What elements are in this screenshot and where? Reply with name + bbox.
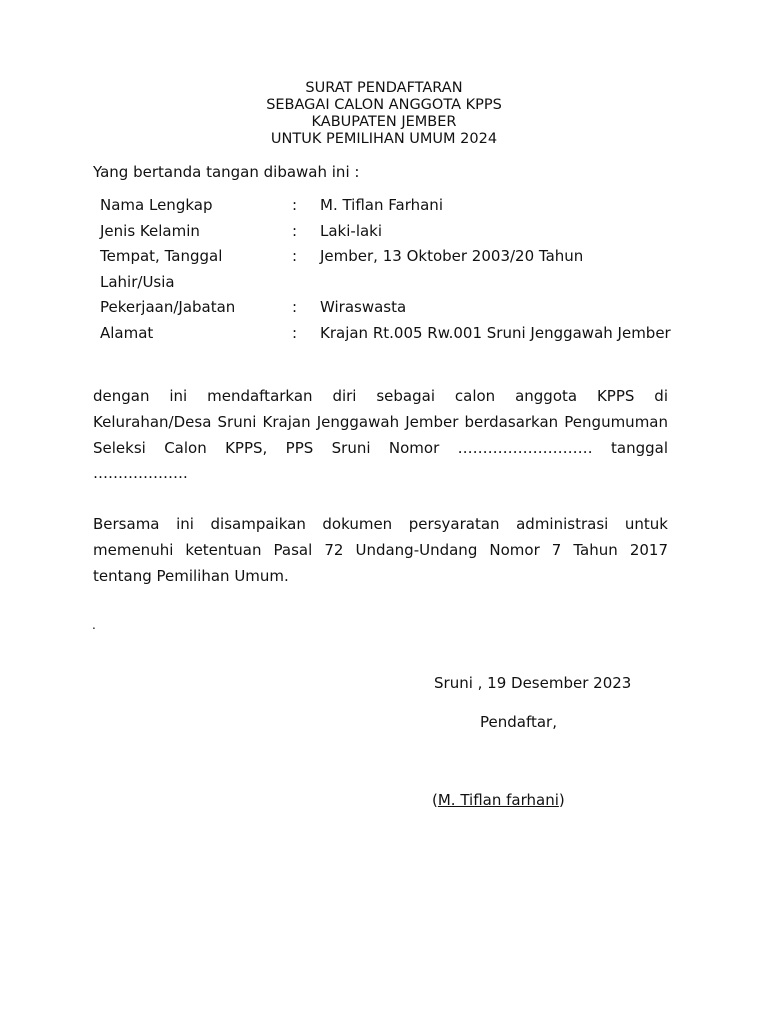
close-paren: ) xyxy=(558,791,565,809)
field-row-occupation xyxy=(100,295,700,321)
field-colon: : xyxy=(292,247,298,265)
applicant-fields xyxy=(100,193,700,346)
title-line-2: SEBAGAI CALON ANGGOTA KPPS xyxy=(266,97,502,113)
field-row-birth xyxy=(100,244,700,295)
field-value: Krajan Rt.005 Rw.001 Sruni Jenggawah Jember xyxy=(320,323,671,342)
field-colon: : xyxy=(292,196,298,214)
field-value: M. Tiflan Farhani xyxy=(320,196,443,214)
field-label: Alamat xyxy=(100,323,154,342)
field-value: Jember, 13 Oktober 2003/20 Tahun xyxy=(320,247,584,265)
letter-title xyxy=(0,80,768,148)
field-colon: : xyxy=(292,298,298,316)
field-label: Nama Lengkap xyxy=(100,196,213,214)
field-label: Tempat, Tanggal Lahir/Usia xyxy=(100,247,223,291)
intro-text: Yang bertanda tangan dibawah ini : xyxy=(93,163,360,181)
field-row-gender xyxy=(100,219,700,245)
open-paren: ( xyxy=(432,791,438,809)
field-colon: : xyxy=(292,221,298,240)
place-date: Sruni , 19 Desember 2023 xyxy=(434,674,632,692)
signer-name-block xyxy=(432,790,565,810)
field-value: Laki-laki xyxy=(320,221,383,240)
field-label: Pekerjaan/Jabatan xyxy=(100,298,236,316)
field-colon: : xyxy=(292,323,298,342)
field-value: Wiraswasta xyxy=(320,298,407,316)
documents-paragraph: Bersama ini disampaikan dokumen persyaratan administrasi untuk memenuhi ketentuan Pasal 72 Undang-Undang Nomor 7 Tahun 2017 tentang Pemilihan Umum. xyxy=(93,515,668,585)
title-line-1: SURAT PENDAFTARAN xyxy=(305,80,463,96)
field-label: Jenis Kelamin xyxy=(100,221,200,240)
registration-paragraph: dengan ini mendaftarkan diri sebagai calon anggota KPPS di Kelurahan/Desa Sruni Krajan Jenggawah Jember berdasarkan Pengumuman Seleksi Calon KPPS, PPS Sruni Nomor ……………………… tanggal ………………. xyxy=(93,387,668,483)
field-row-address xyxy=(100,321,700,347)
title-line-4: UNTUK PEMILIHAN UMUM 2024 xyxy=(270,131,498,147)
field-row-name xyxy=(100,193,700,219)
stray-mark: . xyxy=(92,618,96,632)
signer-role: Pendaftar, xyxy=(480,713,557,731)
signer-name: M. Tiflan farhani xyxy=(437,791,559,809)
title-line-3: KABUPATEN JEMBER xyxy=(311,114,457,130)
